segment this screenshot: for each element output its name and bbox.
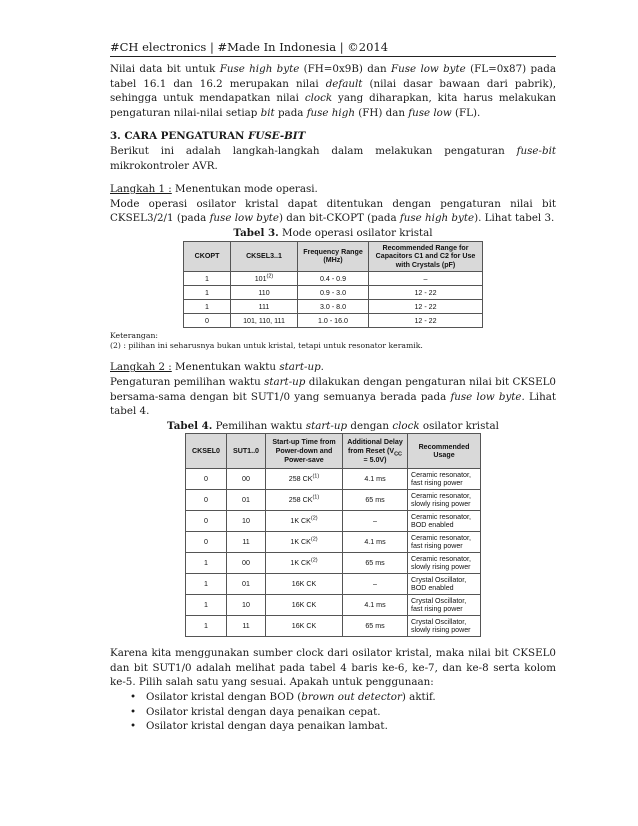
table-row: 0 01 258 CK$^{(1)}$ 65 ms Ceramic resonator, slowly rising power [186,490,481,511]
table-row: 0 11 1K CK$^{(2)}$ 4.1 ms Ceramic resonator, fast rising power [186,532,481,553]
table-3 [183,241,483,329]
table-4-header: CKSEL0 [186,434,227,469]
table-3-header: CKSEL3..1 [231,241,298,272]
table-row: 0 00 258 CK$^{(1)}$ 4.1 ms Ceramic resonator, fast rising power [186,469,481,490]
table-3-note: Keterangan: (2) : pilihan ini seharusnya bukan untuk kristal, tetapi untuk resonator keramik. [110,331,423,351]
table-row: 1 10 16K CK 4.1 ms Crystal Oscillator, fast rising power [186,595,481,616]
page-header: #CH electronics | #Made In Indonesia | ©2014 [110,40,389,54]
table-3-header: CKOPT [184,241,231,272]
section-3-text: Berikut ini adalah langkah-langkah dalam melakukan pengaturan fuse-bit mikrokontroler AVR. [110,144,556,172]
table-3-caption: Tabel 3. Mode operasi osilator kristal [233,226,433,239]
bullet-icon: • [130,691,137,704]
table-row: 0 101, 110, 111 1.0 - 16.0 12 - 22 [184,314,483,328]
table-4 [185,433,481,637]
bullet-icon: • [130,720,137,733]
table-row: 0 10 1K CK$^{(2)}$ – Ceramic resonator, BOD enabled [186,511,481,532]
table-3-header: Frequency Range (MHz) [298,241,369,272]
step-1-heading: Langkah 1 : Menentukan mode operasi. [110,183,318,196]
table-4-header: SUT1..0 [227,434,266,469]
table-4-header: Recommended Usage [408,434,481,469]
list-item: • Osilator kristal dengan daya penaikan cepat. [130,705,381,718]
table-row: 1 110 0.9 - 3.0 12 - 22 [184,286,483,300]
bullet-icon: • [130,705,137,718]
step-2-heading: Langkah 2 : Menentukan waktu start-up. [110,361,324,374]
table-row: 1 01 16K CK – Crystal Oscillator, BOD enabled [186,574,481,595]
step-1-paragraph: Mode operasi osilator kristal dapat ditentukan dengan pengaturan nilai bit CKSEL3/2/1 (pada fuse low byte) dan bit-CKOPT (pada fuse high byte). Lihat tabel 3. [110,197,556,225]
list-item: • Osilator kristal dengan BOD (brown out detector) aktif. [130,691,436,704]
table-4-header: Additional Delay from Reset $(V_{CC} = 5.0V)$ [343,434,408,469]
table-row: 1 00 1K CK$^{(2)}$ 65 ms Ceramic resonator, slowly rising power [186,553,481,574]
section-3-heading: 3. CARA PENGATURAN FUSE-BIT [110,130,306,143]
table-4-caption: Tabel 4. Pemilihan waktu start-up dengan clock osilator kristal [167,419,499,432]
closing-paragraph: Karena kita menggunakan sumber clock dari osilator kristal, maka nilai bit CKSEL0 dan bit SUT1/0 adalah melihat pada tabel 4 baris ke-6, ke-7, dan ke-8 serta kolom ke-5. Pilih salah satu yang sesuai. Apakah untuk penggunaan: [110,647,556,689]
usage-list [110,690,556,734]
header-divider [110,56,556,57]
table-row: 1 11 16K CK 65 ms Crystal Oscillator, slowly rising power [186,616,481,637]
document-body [110,62,556,734]
intro-paragraph: Nilai data bit untuk Fuse high byte (FH=0x9B) dan Fuse low byte (FL=0x87) pada tabel 16.1 dan 16.2 merupakan nilai default (nilai dasar bawaan dari pabrik), sehingga untuk mendapatkan nilai clock yang diharapkan, kita harus melakukan pengaturan nilai-nilai setiap bit pada fuse high (FH) dan fuse low (FL). [110,63,556,119]
step-2-paragraph: Pengaturan pemilihan waktu start-up dilakukan dengan pengaturan nilai bit CKSEL0 bersama-sama dengan bit SUT1/0 yang semuanya berada pada fuse low byte. Lihat tabel 4. [110,375,556,418]
table-row: 1 101$^{(2)}$ 0.4 - 0.9 – [184,272,483,286]
list-item: • Osilator kristal dengan daya penaikan lambat. [130,720,388,733]
table-row: 1 111 3.0 - 8.0 12 - 22 [184,300,483,314]
table-4-header: Start-up Time from Power-down and Power-save [266,434,343,469]
table-3-header: Recommended Range for Capacitors C1 and C2 for Use with Crystals (pF) [369,241,483,272]
